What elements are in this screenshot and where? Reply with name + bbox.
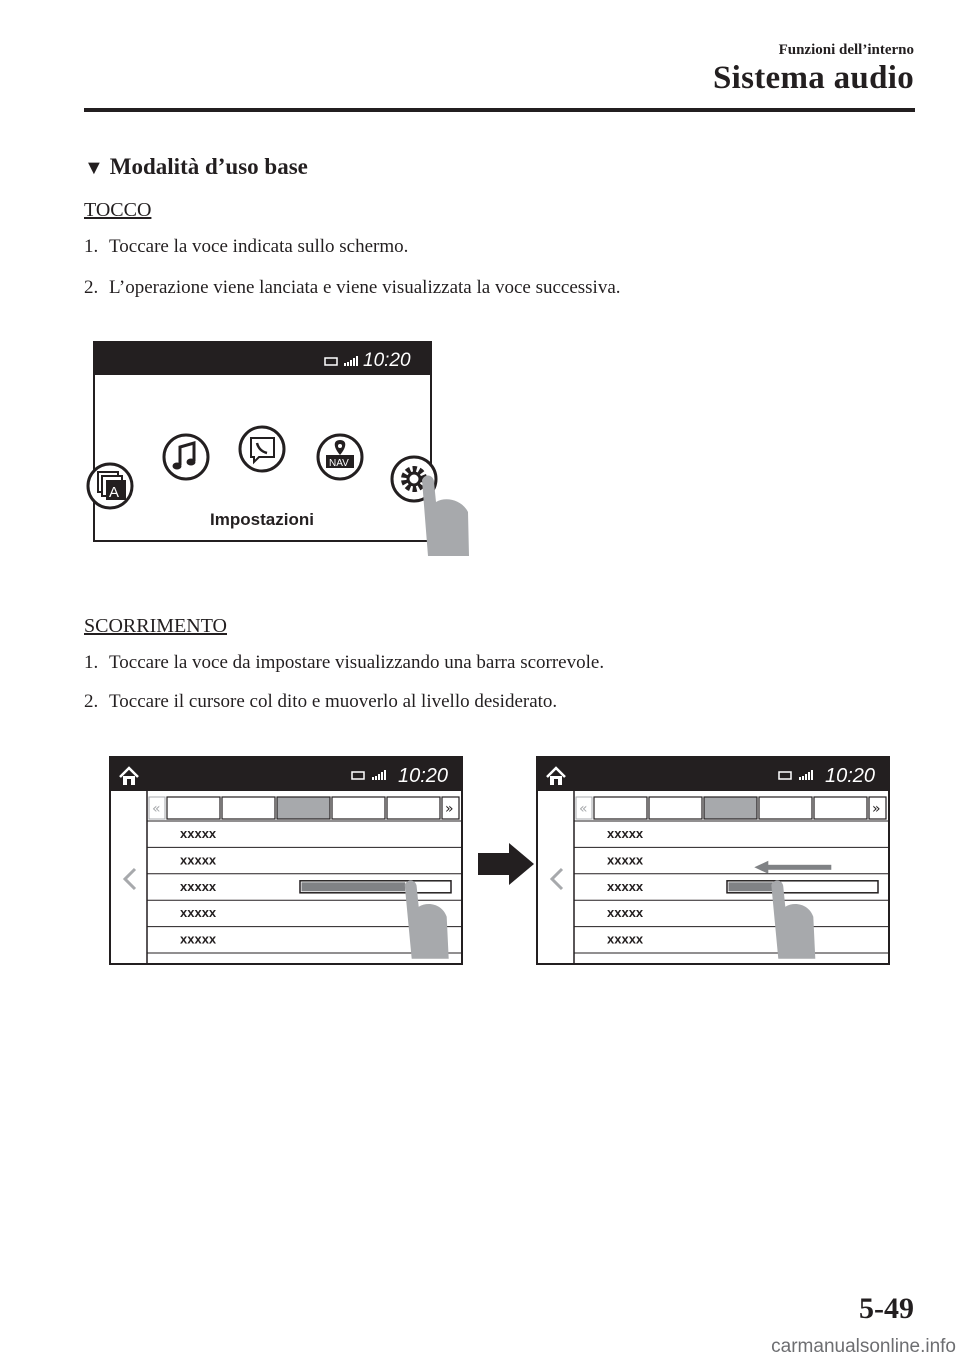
- tab: [387, 797, 440, 819]
- step-number: 1.: [84, 236, 99, 257]
- triangle-down-icon: ▼: [84, 157, 104, 179]
- list-item: xxxxx: [607, 931, 644, 947]
- slider-fill: [729, 882, 773, 891]
- list-item: xxxxx: [180, 852, 217, 868]
- svg-text:A: A: [109, 484, 120, 501]
- list-screen-after: [537, 757, 889, 964]
- step-text: Toccare il cursore col dito e muoverlo al livello desiderato.: [109, 691, 558, 712]
- tab-prev-icon: «: [152, 801, 161, 817]
- home-time: 10:20: [363, 350, 411, 371]
- tab: [167, 797, 220, 819]
- home-label: Impostazioni: [210, 510, 314, 529]
- right-arrow-icon: [478, 843, 534, 885]
- section-title: Sistema audio: [712, 60, 914, 96]
- list-item: xxxxx: [607, 905, 644, 921]
- step-text: Toccare la voce indicata sullo schermo.: [109, 236, 409, 257]
- tab: [649, 797, 702, 819]
- chapter-title: Funzioni dell’interno: [778, 42, 914, 58]
- list-item: xxxxx: [607, 878, 644, 894]
- tab: [222, 797, 275, 819]
- tab-next-icon: »: [872, 801, 881, 817]
- list-item: xxxxx: [180, 878, 217, 894]
- list-time: 10:20: [398, 765, 449, 787]
- list-item: xxxxx: [180, 905, 217, 921]
- tab-prev-icon: «: [579, 801, 588, 817]
- slider-fill: [302, 882, 406, 891]
- watermark: carmanualsonline.info: [771, 1336, 956, 1357]
- tab-next-icon: »: [445, 801, 454, 817]
- drag-arrow-icon: [767, 865, 831, 870]
- scorrimento-heading: SCORRIMENTO: [84, 615, 227, 637]
- step-number: 2.: [84, 691, 99, 712]
- main-title-text: Modalità d’uso base: [109, 154, 308, 179]
- step-number: 2.: [84, 277, 99, 298]
- list-screen-before: [110, 757, 462, 964]
- list-item: xxxxx: [180, 931, 217, 947]
- tab: [814, 797, 867, 819]
- step-number: 1.: [84, 652, 99, 673]
- list-item: xxxxx: [607, 826, 644, 841]
- page-number: 5-49: [859, 1292, 914, 1325]
- tab: [759, 797, 812, 819]
- tab: [704, 797, 757, 819]
- tab: [332, 797, 385, 819]
- tab: [594, 797, 647, 819]
- step-text: L’operazione viene lanciata e viene visualizzata la voce successiva.: [109, 277, 621, 298]
- list-time: 10:20: [825, 765, 876, 787]
- tab: [277, 797, 330, 819]
- tocco-heading: TOCCO: [84, 199, 152, 221]
- list-item: xxxxx: [607, 852, 644, 868]
- step-text: Toccare la voce da impostare visualizzando una barra scorrevole.: [109, 652, 605, 673]
- list-item: xxxxx: [180, 826, 217, 841]
- svg-text:NAV: NAV: [329, 458, 349, 469]
